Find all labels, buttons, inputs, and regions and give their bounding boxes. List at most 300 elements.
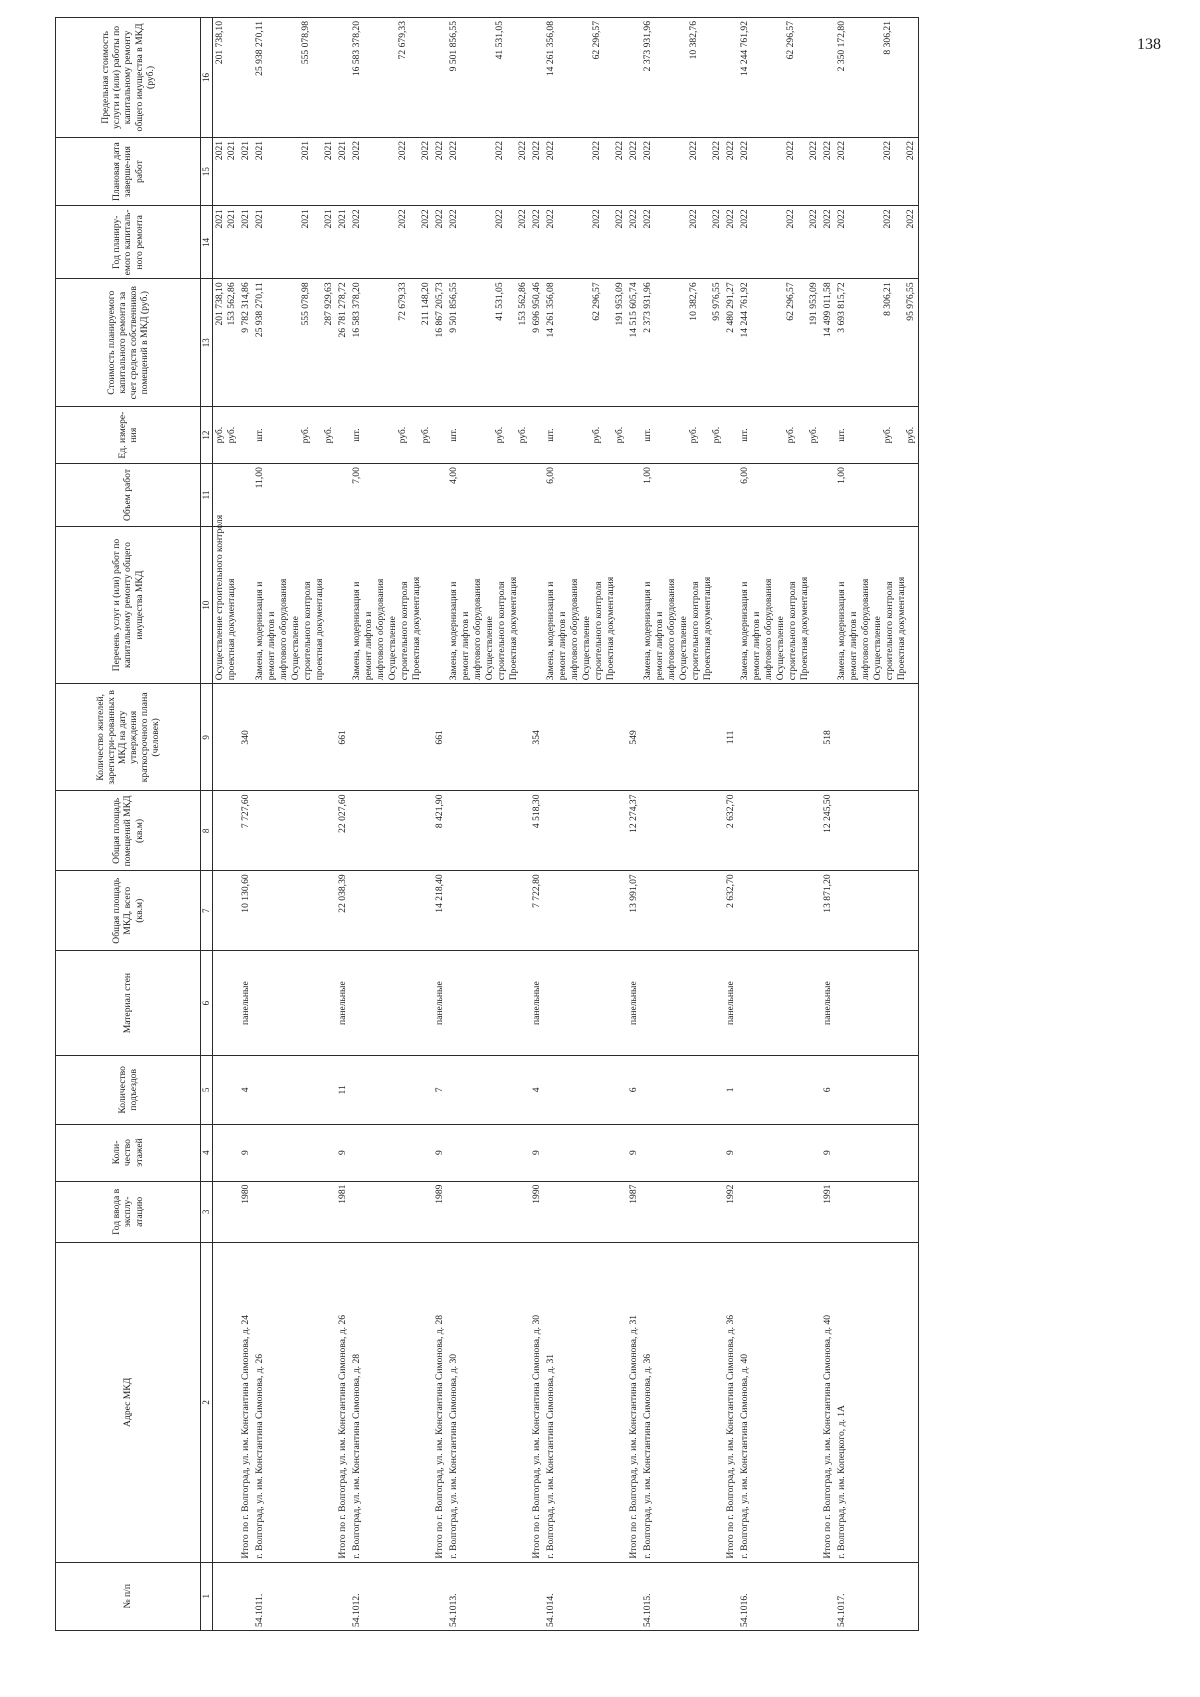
units-cell xyxy=(447,407,530,464)
entrances: 4 xyxy=(530,1056,544,1124)
address: г. Волгоград, ул. им. Константина Симонова, д. 28 xyxy=(350,1243,433,1562)
floors: 9 xyxy=(627,1124,641,1181)
column-number: 16 xyxy=(201,18,213,138)
works-cell xyxy=(447,526,530,683)
year-value: 2021 xyxy=(225,209,237,229)
cost-value: 10 382,76 xyxy=(687,282,699,321)
area-rooms: 7 727,60 xyxy=(239,791,253,871)
unit-value: руб. xyxy=(299,426,311,444)
cost-value: 41 531,05 xyxy=(493,282,505,321)
unit-value: руб. xyxy=(396,426,408,444)
year-built: 1990 xyxy=(530,1181,544,1243)
address: г. Волгоград, ул. им. Константина Симонова, д. 30 xyxy=(447,1243,530,1562)
unit-value: руб. xyxy=(225,426,237,444)
end-value: 2022 xyxy=(447,140,459,161)
units-cell xyxy=(738,407,821,464)
header-cell: Общая площадь помещений МКД (кв.м) xyxy=(56,791,201,871)
year-value: 2021 xyxy=(214,209,225,229)
column-number: 12 xyxy=(201,407,213,464)
years-cell xyxy=(544,206,627,279)
total-year: 2022 xyxy=(627,206,641,279)
column-number: 6 xyxy=(201,951,213,1056)
unit-value: руб. xyxy=(687,426,699,444)
end-value: 2022 xyxy=(544,140,556,161)
limit-value: 2 350 172,80 xyxy=(835,21,847,72)
area-total: 14 218,40 xyxy=(433,871,447,951)
ends-cell xyxy=(835,137,918,205)
total-label: Итого по г. Волгоград, ул. им. Константина Симонова, д. 28 xyxy=(433,1243,447,1562)
costs-cell xyxy=(738,279,821,407)
year-built: 1980 xyxy=(239,1181,253,1243)
total-cost: 9 696 950,46 xyxy=(530,279,544,407)
cost-value: 9 501 856,55 xyxy=(447,282,459,333)
residents: 661 xyxy=(433,684,447,791)
cost-value: 62 296,57 xyxy=(590,282,602,321)
address: г. Волгоград, ул. им. Константина Симонова, д. 31 xyxy=(544,1243,627,1562)
header-cell: Плановая дата заверше-ния работ xyxy=(56,137,201,205)
end-value: 2021 xyxy=(225,140,237,161)
work-volume: 6,00 xyxy=(738,464,821,527)
area-rooms: 4 518,30 xyxy=(530,791,544,871)
year-built: 1991 xyxy=(821,1181,835,1243)
year-value: 2022 xyxy=(641,209,653,229)
costs-cell xyxy=(253,279,336,407)
row-number: 54.1015. xyxy=(641,1562,724,1630)
cost-value: 95 976,55 xyxy=(904,282,916,321)
floors: 9 xyxy=(239,1124,253,1181)
column-number: 4 xyxy=(201,1124,213,1181)
unit-value: шт. xyxy=(253,428,265,442)
unit-value: руб. xyxy=(419,426,431,444)
work-volume: 1,00 xyxy=(641,464,724,527)
work-line: лифтового оборудования xyxy=(568,578,580,681)
end-value: 2021 xyxy=(322,140,334,161)
cost-value: 8 306,21 xyxy=(881,282,893,316)
work-line: ремонт лифтов и xyxy=(750,611,762,681)
area-total: 2 632,70 xyxy=(724,871,738,951)
residents: 549 xyxy=(627,684,641,791)
limit-value: 201 738,10 xyxy=(214,21,225,65)
header-cell: Материал стен xyxy=(56,951,201,1056)
costs-cell xyxy=(544,279,627,407)
wall-material: панельные xyxy=(239,951,253,1056)
entrances: 1 xyxy=(724,1056,738,1124)
work-line: строительного контроля xyxy=(301,581,313,681)
unit-value: шт. xyxy=(738,428,750,442)
year-value: 2022 xyxy=(350,209,362,229)
works-cell xyxy=(835,526,918,683)
work-line: Осуществление xyxy=(774,616,786,681)
years-cell xyxy=(641,206,724,279)
years-cell xyxy=(738,206,821,279)
year-value: 2022 xyxy=(544,209,556,229)
work-line: проектная документация xyxy=(313,578,325,681)
work-volume: 1,00 xyxy=(835,464,918,527)
year-value: 2022 xyxy=(738,209,750,229)
total-year: 2021 xyxy=(336,206,350,279)
cost-value: 2 373 931,96 xyxy=(641,282,653,333)
capital-repair-table xyxy=(55,17,919,1631)
total-cost: 9 782 314,86 xyxy=(239,279,253,407)
total-cost: 26 781 278,72 xyxy=(336,279,350,407)
limit-value: 9 501 856,55 xyxy=(447,21,459,72)
costs-cell xyxy=(641,279,724,407)
end-value: 2022 xyxy=(590,140,602,161)
unit-value: шт. xyxy=(544,428,556,442)
work-line: Проектная документация xyxy=(507,576,519,681)
total-label: Итого по г. Волгоград, ул. им. Константина Симонова, д. 26 xyxy=(336,1243,350,1562)
column-number: 13 xyxy=(201,279,213,407)
total-year: 2022 xyxy=(724,206,738,279)
end-value: 2022 xyxy=(881,140,893,161)
end-value: 2022 xyxy=(784,140,796,161)
total-end: 2021 xyxy=(336,137,350,205)
ends-cell xyxy=(641,137,724,205)
year-value: 2022 xyxy=(516,209,528,229)
total-end: 2022 xyxy=(530,137,544,205)
unit-value: руб. xyxy=(493,426,505,444)
work-line: Проектная документация xyxy=(701,576,713,681)
units-cell xyxy=(835,407,918,464)
entrances: 6 xyxy=(627,1056,641,1124)
year-value: 2022 xyxy=(493,209,505,229)
year-value: 2021 xyxy=(253,209,265,229)
unit-value: руб. xyxy=(516,426,528,444)
work-line: ремонт лифтов и xyxy=(362,611,374,681)
work-line: Замена, модернизация и xyxy=(253,581,265,681)
end-value: 2022 xyxy=(419,140,431,161)
ends-cell xyxy=(447,137,530,205)
page-number: 138 xyxy=(1137,36,1161,53)
cost-value: 3 693 815,72 xyxy=(835,282,847,333)
row-number: 54.1016. xyxy=(738,1562,821,1630)
year-value: 2022 xyxy=(613,209,625,229)
costs-cell xyxy=(350,279,433,407)
work-line: строительного контроля xyxy=(398,581,410,681)
work-line: Осуществление xyxy=(289,616,301,681)
work-line: ремонт лифтов и xyxy=(653,611,665,681)
end-value: 2022 xyxy=(904,140,916,161)
unit-value: руб. xyxy=(784,426,796,444)
limit-value: 14 244 761,92 xyxy=(738,21,750,77)
end-value: 2022 xyxy=(613,140,625,161)
table-header xyxy=(56,18,213,1631)
limit-value: 72 679,33 xyxy=(396,21,408,60)
limits-cell xyxy=(738,18,821,138)
residents: 661 xyxy=(336,684,350,791)
end-value: 2022 xyxy=(396,140,408,161)
cost-value: 95 976,55 xyxy=(710,282,722,321)
unit-value: руб. xyxy=(710,426,722,444)
limit-value: 62 296,57 xyxy=(590,21,602,60)
year-built: 1981 xyxy=(336,1181,350,1243)
cost-value: 25 938 270,11 xyxy=(253,282,265,338)
address: г. Волгоград, ул. им. Константина Симонова, д. 36 xyxy=(641,1243,724,1562)
cost-value: 191 953,09 xyxy=(613,282,625,326)
units-cell xyxy=(253,407,336,464)
row-number: 54.1012. xyxy=(350,1562,433,1630)
wall-material: панельные xyxy=(336,951,350,1056)
work-volume: 11,00 xyxy=(253,464,336,527)
total-row xyxy=(530,18,544,1631)
total-end: 2022 xyxy=(821,137,835,205)
unit-value: руб. xyxy=(214,426,225,444)
cost-value: 62 296,57 xyxy=(784,282,796,321)
table-row xyxy=(253,18,336,1631)
residents: 340 xyxy=(239,684,253,791)
header-cell: Стоимость планируемого капитального ремонта за счет средств собственников помещений в МКД (руб.) xyxy=(56,279,201,407)
work-line: Осуществление xyxy=(677,616,689,681)
limit-value: 8 306,21 xyxy=(881,21,893,55)
total-row xyxy=(433,18,447,1631)
cost-value: 287 929,63 xyxy=(322,282,334,326)
limits-cell xyxy=(835,18,918,138)
work-line: Проектная документация xyxy=(798,576,810,681)
work-line: Проектная документация xyxy=(895,576,907,681)
area-total: 13 991,07 xyxy=(627,871,641,951)
work-line: лифтового оборудования xyxy=(374,578,386,681)
wall-material: панельные xyxy=(627,951,641,1056)
header-cell: № п/п xyxy=(56,1562,201,1630)
limits-cell xyxy=(641,18,724,138)
limit-value: 2 373 931,96 xyxy=(641,21,653,72)
total-end: 2021 xyxy=(239,137,253,205)
year-built: 1987 xyxy=(627,1181,641,1243)
header-cell: Объем работ xyxy=(56,464,201,527)
cost-value: 153 562,86 xyxy=(516,282,528,326)
column-number: 5 xyxy=(201,1056,213,1124)
total-end: 2022 xyxy=(724,137,738,205)
work-line: Осуществление xyxy=(386,616,398,681)
years-cell xyxy=(447,206,530,279)
address: г. Волгоград, ул. им. Копецкого, д. 1А xyxy=(835,1243,918,1562)
table-row xyxy=(350,18,433,1631)
table-row xyxy=(738,18,821,1631)
cost-value: 191 953,09 xyxy=(807,282,819,326)
year-built: 1992 xyxy=(724,1181,738,1243)
entrances: 11 xyxy=(336,1056,350,1124)
work-line: строительного контроля xyxy=(689,581,701,681)
cost-value: 14 261 356,08 xyxy=(544,282,556,338)
end-value: 2022 xyxy=(835,140,847,161)
wall-material: панельные xyxy=(530,951,544,1056)
work-line: ремонт лифтов и xyxy=(265,611,277,681)
residents: 518 xyxy=(821,684,835,791)
work-line: Замена, модернизация и xyxy=(544,581,556,681)
work-volume: 6,00 xyxy=(544,464,627,527)
total-cost: 14 499 011,58 xyxy=(821,279,835,407)
year-value: 2022 xyxy=(447,209,459,229)
unit-value: шт. xyxy=(447,428,459,442)
year-value: 2022 xyxy=(904,209,916,229)
work-line: Замена, модернизация и xyxy=(641,581,653,681)
year-value: 2022 xyxy=(881,209,893,229)
works-cell xyxy=(641,526,724,683)
limit-value: 25 938 270,11 xyxy=(253,21,265,76)
area-rooms: 12 274,37 xyxy=(627,791,641,871)
area-rooms: 8 421,90 xyxy=(433,791,447,871)
year-value: 2022 xyxy=(835,209,847,229)
unit-value: руб. xyxy=(881,426,893,444)
column-number: 15 xyxy=(201,137,213,205)
total-year: 2022 xyxy=(821,206,835,279)
header-cell: Предельная стоимость услуги и (или) работы по капитальному ремонту общего имущества в МКД (руб.) xyxy=(56,18,201,138)
work-line: ремонт лифтов и xyxy=(847,611,859,681)
work-line: строительного контроля xyxy=(495,581,507,681)
row-number: 54.1011. xyxy=(253,1562,336,1630)
works-cell xyxy=(738,526,821,683)
work-line: Осуществление строительного контроля xyxy=(214,514,225,681)
total-year: 2022 xyxy=(433,206,447,279)
table-body xyxy=(213,18,919,1631)
unit-value: шт. xyxy=(350,428,362,442)
work-line: Осуществление xyxy=(483,616,495,681)
total-row xyxy=(724,18,738,1631)
total-end: 2022 xyxy=(627,137,641,205)
cost-value: 72 679,33 xyxy=(396,282,408,321)
header-cell: Количество жителей, зарегистри-рованных в МКД на дату утверждения краткосрочного плана (человек) xyxy=(56,684,201,791)
column-number: 8 xyxy=(201,791,213,871)
column-number: 1 xyxy=(201,1562,213,1630)
unit-value: руб. xyxy=(590,426,602,444)
area-total: 10 130,60 xyxy=(239,871,253,951)
header-cell: Год ввода в эксплу-атацию xyxy=(56,1181,201,1243)
entrances: 7 xyxy=(433,1056,447,1124)
end-value: 2022 xyxy=(710,140,722,161)
work-line: строительного контроля xyxy=(883,581,895,681)
cost-value: 153 562,86 xyxy=(225,282,237,326)
column-number: 10 xyxy=(201,526,213,683)
wall-material: панельные xyxy=(433,951,447,1056)
header-cell: Ед. измере-ния xyxy=(56,407,201,464)
total-end: 2022 xyxy=(433,137,447,205)
floors: 9 xyxy=(821,1124,835,1181)
total-cost: 16 867 205,73 xyxy=(433,279,447,407)
ends-cell xyxy=(544,137,627,205)
work-line: ремонт лифтов и xyxy=(556,611,568,681)
costs-cell xyxy=(447,279,530,407)
header-cell: Год планиру-емого капиталь-ного ремонта xyxy=(56,206,201,279)
end-value: 2022 xyxy=(516,140,528,161)
row-number: 54.1017. xyxy=(835,1562,918,1630)
cost-value: 16 583 378,20 xyxy=(350,282,362,338)
ends-cell xyxy=(350,137,433,205)
address: г. Волгоград, ул. им. Константина Симонова, д. 40 xyxy=(738,1243,821,1562)
total-row xyxy=(239,18,253,1631)
total-label: Итого по г. Волгоград, ул. им. Константина Симонова, д. 24 xyxy=(239,1243,253,1562)
wall-material: панельные xyxy=(821,951,835,1056)
limit-value: 14 261 356,08 xyxy=(544,21,556,77)
work-line: лифтового оборудования xyxy=(471,578,483,681)
end-value: 2022 xyxy=(738,140,750,161)
work-line: Замена, модернизация и xyxy=(835,581,847,681)
works-cell xyxy=(544,526,627,683)
year-value: 2021 xyxy=(299,209,311,229)
unit-value: руб. xyxy=(904,426,916,444)
work-line: Замена, модернизация и xyxy=(350,581,362,681)
area-total: 7 722,80 xyxy=(530,871,544,951)
work-line: Замена, модернизация и xyxy=(738,581,750,681)
limit-value: 555 078,98 xyxy=(299,21,311,65)
limit-value: 62 296,57 xyxy=(784,21,796,60)
area-total: 13 871,20 xyxy=(821,871,835,951)
work-line: Замена, модернизация и xyxy=(447,581,459,681)
limits-cell xyxy=(253,18,336,138)
floors: 9 xyxy=(530,1124,544,1181)
year-value: 2022 xyxy=(710,209,722,229)
work-line: строительного контроля xyxy=(786,581,798,681)
total-year: 2021 xyxy=(239,206,253,279)
table-row xyxy=(213,18,239,1631)
header-cell: Коли-чество этажей xyxy=(56,1124,201,1181)
table-row xyxy=(641,18,724,1631)
end-value: 2022 xyxy=(350,140,362,161)
end-value: 2022 xyxy=(807,140,819,161)
unit-value: руб. xyxy=(807,426,819,444)
work-line: Осуществление xyxy=(580,616,592,681)
limit-value: 41 531,05 xyxy=(493,21,505,60)
residents: 354 xyxy=(530,684,544,791)
column-number: 9 xyxy=(201,684,213,791)
wall-material: панельные xyxy=(724,951,738,1056)
total-label: Итого по г. Волгоград, ул. им. Константина Симонова, д. 36 xyxy=(724,1243,738,1562)
unit-value: шт. xyxy=(641,428,653,442)
cost-value: 211 148,20 xyxy=(419,282,431,326)
table-row xyxy=(447,18,530,1631)
year-built: 1989 xyxy=(433,1181,447,1243)
total-row xyxy=(821,18,835,1631)
years-cell xyxy=(350,206,433,279)
work-volume: 7,00 xyxy=(350,464,433,527)
total-label: Итого по г. Волгоград, ул. им. Константина Симонова, д. 31 xyxy=(627,1243,641,1562)
end-value: 2021 xyxy=(214,140,225,161)
work-volume: 4,00 xyxy=(447,464,530,527)
year-value: 2022 xyxy=(807,209,819,229)
end-value: 2022 xyxy=(493,140,505,161)
unit-value: шт. xyxy=(835,428,847,442)
total-cost: 14 515 605,74 xyxy=(627,279,641,407)
limits-cell xyxy=(447,18,530,138)
units-cell xyxy=(641,407,724,464)
column-number: 7 xyxy=(201,871,213,951)
limits-cell xyxy=(350,18,433,138)
floors: 9 xyxy=(433,1124,447,1181)
year-value: 2021 xyxy=(322,209,334,229)
work-line: Проектная документация xyxy=(604,576,616,681)
end-value: 2021 xyxy=(253,140,265,161)
total-year: 2022 xyxy=(530,206,544,279)
years-cell xyxy=(835,206,918,279)
entrances: 6 xyxy=(821,1056,835,1124)
end-value: 2022 xyxy=(641,140,653,161)
header-cell: Общая площадь МКД, всего (кв.м) xyxy=(56,871,201,951)
total-label: Итого по г. Волгоград, ул. им. Константина Симонова, д. 30 xyxy=(530,1243,544,1562)
unit-value: руб. xyxy=(613,426,625,444)
works-cell xyxy=(213,514,239,683)
limits-cell xyxy=(544,18,627,138)
total-label: Итого по г. Волгоград, ул. им. Константина Симонова, д. 40 xyxy=(821,1243,835,1562)
area-rooms: 2 632,70 xyxy=(724,791,738,871)
cost-value: 201 738,10 xyxy=(214,282,225,326)
column-number: 14 xyxy=(201,206,213,279)
ends-cell xyxy=(253,137,336,205)
header-cell: Адрес МКД xyxy=(56,1243,201,1562)
table-row xyxy=(835,18,918,1631)
area-rooms: 22 027,60 xyxy=(336,791,350,871)
header-cell: Количество подъездов xyxy=(56,1056,201,1124)
total-cost: 2 480 291,27 xyxy=(724,279,738,407)
year-value: 2022 xyxy=(396,209,408,229)
